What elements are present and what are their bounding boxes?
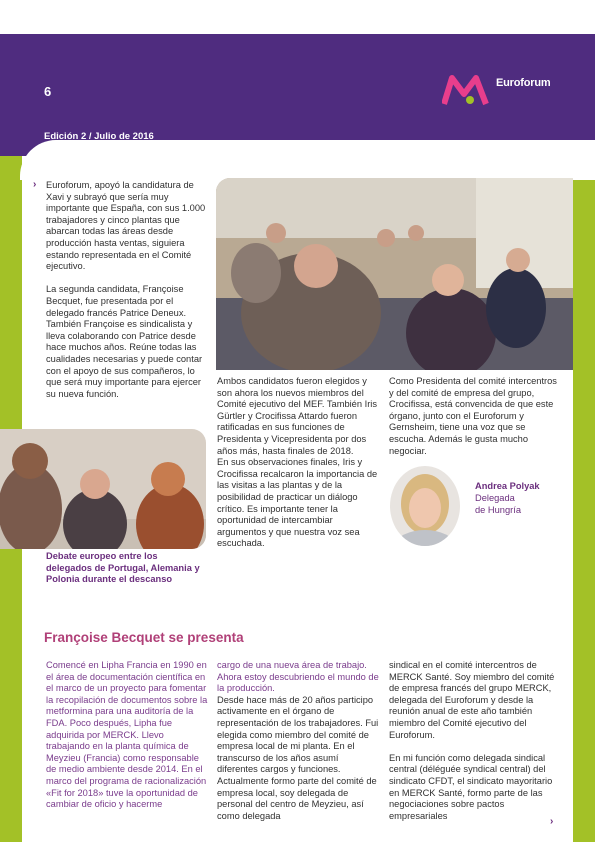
profile-photo	[390, 466, 460, 546]
page-number: 6	[44, 84, 52, 99]
profile-role: Delegada	[475, 493, 515, 503]
intro-paragraph-2: La segunda candidata, Françoise Becquet, fue presentada por el delegado francés Patrice Deneux. También Françoise es sindicalista y lleva colaborando con Patrice desde hace muchos años. Reúne todas las cualidades necesarias y puede contar con el apoyo de sus compañeros, lo que será muy importante para ejercer su nueva función.	[46, 284, 203, 399]
section-title: Françoise Becquet se presenta	[44, 630, 244, 645]
section-col1-paragraph: Comencé en Lipha Francia en 1990 en el área de documentación científica en el marco de un proyecto para fomentar la recopilación de documentos sobre la metformina para una auditoría de la FDA. Poco después, Lipha fue adquirida por MERCK. Llevo trabajando en la planta química de Meyzieu (Francia) como responsable de medio ambiente desde 2014. En el marco del programa de racionalización «Fit for 2018» tuve la oportunidad de cambiar de oficio y hacerme	[46, 660, 208, 810]
profile-name: Andrea Polyak	[475, 481, 540, 491]
lime-accent-right	[573, 140, 595, 842]
section-col2-paragraph-b: Desde hace más de 20 años participo activamente en el órgano de representación de los trabajadores. Fui elegida como miembro del comité de empresa local de mi planta. En el transcurso de los años asumí diferentes cargos y funciones. Actualmente formo parte del comité de empresa local, soy delegada de personal del centro de Meyzieu, así como delegada	[217, 694, 379, 821]
section-col2-paragraph-a: cargo de una nueva área de trabajo. Ahora estoy descubriendo el mundo de la producción.	[217, 660, 379, 694]
section-column-1	[46, 660, 208, 822]
continue-arrow-icon[interactable]: ›	[550, 816, 554, 827]
intro-paragraph-1: Euroforum, apoyó la candidatura de Xavi y subrayó que sería muy importante que España, con sus 1.000 trabajadores y cinco plantas que abarcan todas las áreas desde producción hasta ventas, siguiera estando representada en el Comité ejecutivo.	[46, 180, 206, 272]
logo-text: Euroforum	[496, 77, 551, 89]
meeting-photo	[216, 178, 573, 370]
debate-photo	[0, 429, 206, 549]
edition-label: Edición 2 / Julio de 2016	[44, 131, 154, 142]
section-column-3	[389, 660, 557, 834]
right-paragraph-1: Como Presidenta del comité intercentros y del comité de empresa del grupo, Crocifissa, está convencida de que este órgano, junto con el Euroforum y Gernsheim, tiene una voz que se escucha. Además le gusta mucho negociar.	[389, 376, 557, 456]
content-area-curve	[20, 140, 595, 180]
middle-column	[217, 376, 383, 562]
middle-paragraph-1: Ambos candidatos fueron elegidos y son ahora los nuevos miembros del Comité ejecutivo del MEF. También Iris Gürtler y Crocifissa Attardo fueron ratificadas en sus funciones de Presidenta y Vicepresidenta por dos años más, hasta finales de 2018.	[217, 376, 378, 456]
lime-corner-top	[0, 0, 595, 34]
middle-paragraph-2: En sus observaciones finales, Iris y Crocifissa recalcaron la importancia de las visitas a las plantas y de la posibilidad de practicar un diálogo crítico. Es importante tener la oportunidad de intercambiar argumentos y que nuestra voz sea escuchada.	[217, 457, 378, 549]
section-col3-paragraph-a: sindical en el comité intercentros de MERCK Santé. Soy miembro del comité de empresa francés del grupo MERCK, delegada del Euroforum y desde la reunión anual de este año también miembro del Comité ejecutivo del Euroforum.	[389, 660, 555, 740]
section-column-2	[217, 660, 379, 834]
debate-photo-caption: Debate europeo entre los delegados de Portugal, Alemania y Polonia durante el descanso	[46, 551, 200, 585]
continued-arrow-icon: ›	[33, 179, 37, 190]
profile-country: de Hungría	[475, 505, 521, 515]
intro-column	[46, 180, 211, 412]
merck-m-logo	[442, 70, 552, 110]
section-col3-paragraph-b: En mi función como delegada sindical central (déléguée syndical central) del sindicato CFDT, el sindicato mayoritario en MERCK Santé, formo parte de las negociaciones sobre pactos empresariales	[389, 752, 553, 821]
right-column	[389, 376, 559, 469]
